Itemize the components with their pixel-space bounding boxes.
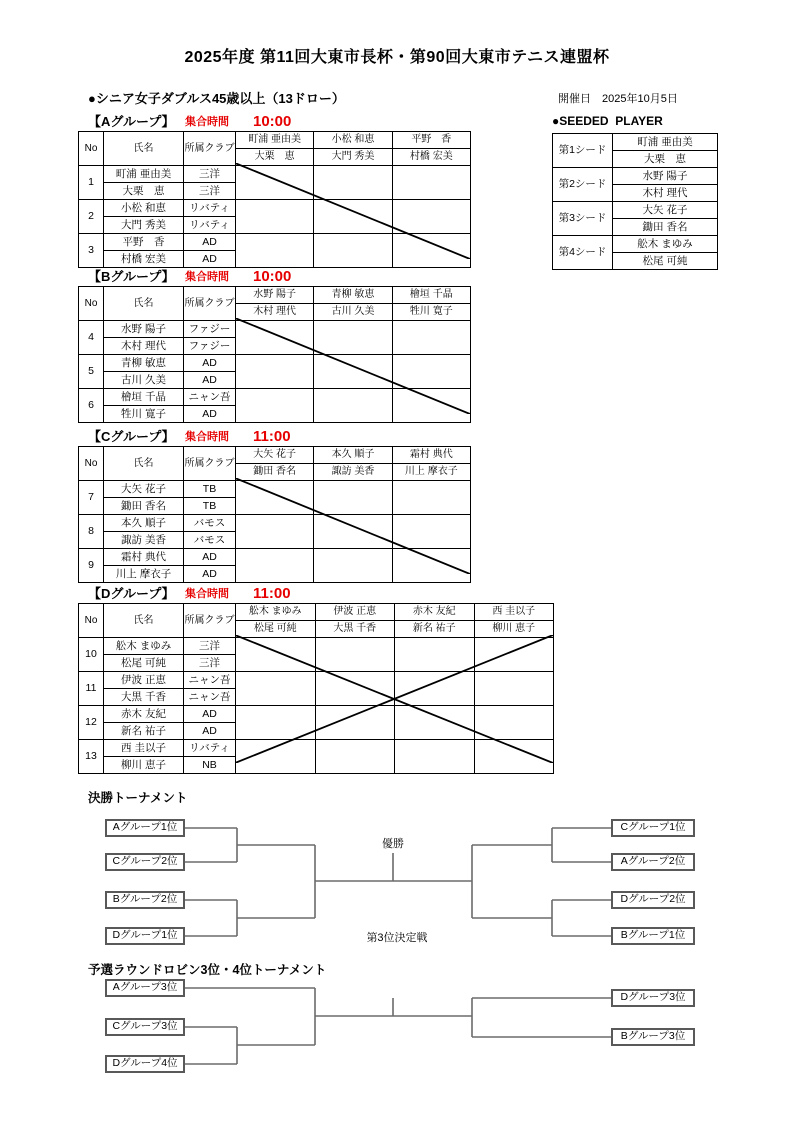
event-category: ●シニア女子ダブルス45歳以上（13ドロー） [88,91,345,106]
club-cell: バモス [184,532,236,549]
col-header-name: 氏名 [104,604,184,638]
seed-player-cell: 木村 理代 [613,185,718,202]
player-name-cell: 新名 祐子 [104,723,184,740]
player-name-cell: 大門 秀美 [104,217,184,234]
col-header-club: 所属クラブ [184,604,236,638]
match-result-cell [392,515,470,549]
header-row [79,447,471,464]
pair-number-cell: 13 [79,740,104,774]
match-result-cell [314,549,392,583]
club-cell: AD [184,566,236,583]
opponent-player2: 新名 祐子 [395,621,475,638]
pair-row [79,389,471,406]
pair-number-cell: 8 [79,515,104,549]
col-header-club: 所属クラブ [184,287,236,321]
seed-row [553,134,718,151]
final-bracket-slot: Dグループ2位 [611,891,695,909]
meet-time-label: 集合時間 [185,271,229,283]
match-result-cell [392,549,470,583]
consolation-bracket-slot: Dグループ3位 [611,989,695,1007]
match-result-cell [236,515,314,549]
group-table [78,446,471,583]
club-cell: AD [184,706,236,723]
col-header-club: 所属クラブ [184,132,236,166]
opponent-player2: 古川 久美 [314,304,392,321]
club-cell: バモス [184,515,236,532]
club-cell: AD [184,355,236,372]
opponent-player2: 大黒 千香 [315,621,395,638]
col-header-no: No [79,132,104,166]
match-result-cell [392,234,470,268]
opponent-player1: 舩木 まゆみ [236,604,316,621]
pair-row [79,481,471,498]
match-result-cell [236,234,314,268]
header-row [79,287,471,304]
club-cell: AD [184,549,236,566]
pair-number-cell: 12 [79,706,104,740]
player-name-cell: 松尾 可純 [104,655,184,672]
seed-row [553,168,718,185]
opponent-player1: 大矢 花子 [236,447,314,464]
meet-time-label: 集合時間 [185,431,229,443]
consolation-bracket-slot: Aグループ3位 [105,979,185,997]
seed-player-cell: 大矢 花子 [613,202,718,219]
consolation-bracket-slot: Cグループ3位 [105,1018,185,1036]
player-name-cell: 平野 香 [104,234,184,251]
page-title: 2025年度 第11回大東市長杯・第90回大東市テニス連盟杯 [184,49,610,66]
seed-player-cell: 松尾 可純 [613,253,718,270]
seed-label-cell: 第1シード [553,134,613,168]
consolation-bracket-slot: Dグループ4位 [105,1055,185,1073]
pair-row [79,234,471,251]
seed-row [553,202,718,219]
consolation-bracket-slot: Bグループ3位 [611,1028,695,1046]
pair-row [79,515,471,532]
pair-number-cell: 1 [79,166,104,200]
club-cell: ファジー [184,321,236,338]
opponent-player2: 川上 摩衣子 [392,464,470,481]
club-cell: リバティ [184,217,236,234]
final-bracket-slot: Bグループ1位 [611,927,695,945]
player-name-cell: 柳川 恵子 [104,757,184,774]
club-cell: 三洋 [184,655,236,672]
match-result-cell [395,672,475,706]
club-cell: AD [184,372,236,389]
match-result-cell [474,740,554,774]
pair-number-cell: 10 [79,638,104,672]
match-result-cell [315,672,395,706]
seed-player-cell: 舩木 まゆみ [613,236,718,253]
champion-label: 優勝 [382,838,404,850]
final-bracket-title: 決勝トーナメント [88,791,188,805]
final-bracket-slot: Cグループ2位 [105,853,185,871]
club-cell: 三洋 [184,183,236,200]
match-result-cell [392,481,470,515]
seed-label-cell: 第4シード [553,236,613,270]
club-cell: ニャン吾 [184,689,236,706]
player-name-cell: 水野 陽子 [104,321,184,338]
match-result-cell [395,638,475,672]
seeded-player-table [552,133,718,270]
opponent-player1: 青柳 敏恵 [314,287,392,304]
col-header-name: 氏名 [104,447,184,481]
player-name-cell: 伊波 正恵 [104,672,184,689]
player-name-cell: 鋤田 香名 [104,498,184,515]
match-result-cell [315,740,395,774]
pair-number-cell: 6 [79,389,104,423]
match-result-cell [314,515,392,549]
player-name-cell: 赤木 友紀 [104,706,184,723]
match-result-cell [236,166,314,200]
player-name-cell: 村橋 宏美 [104,251,184,268]
match-result-cell [395,706,475,740]
final-bracket-slot: Aグループ1位 [105,819,185,837]
pair-number-cell: 7 [79,481,104,515]
meet-time-value: 10:00 [253,113,292,130]
club-cell: 三洋 [184,638,236,655]
seed-player-cell: 鋤田 香名 [613,219,718,236]
match-result-cell [236,389,314,423]
pair-row [79,166,471,183]
opponent-player2: 大門 秀美 [314,149,392,166]
club-cell: AD [184,234,236,251]
col-header-no: No [79,604,104,638]
match-result-cell [236,481,314,515]
group-table [78,603,554,774]
opponent-player2: 牲川 寛子 [392,304,470,321]
club-cell: 三洋 [184,166,236,183]
player-name-cell: 川上 摩衣子 [104,566,184,583]
pair-number-cell: 11 [79,672,104,706]
header-row [79,604,554,621]
third-place-label: 第3位決定戦 [366,932,428,944]
opponent-player2: 柳川 恵子 [474,621,554,638]
seed-label-cell: 第2シード [553,168,613,202]
match-result-cell [395,740,475,774]
match-result-cell [236,200,314,234]
player-name-cell: 舩木 まゆみ [104,638,184,655]
header-row [79,132,471,149]
club-cell: TB [184,498,236,515]
group-table [78,286,471,423]
col-header-no: No [79,447,104,481]
pair-row [79,740,554,757]
opponent-player1: 檜垣 千晶 [392,287,470,304]
club-cell: ファジー [184,338,236,355]
match-result-cell [315,706,395,740]
player-name-cell: 青柳 敏恵 [104,355,184,372]
opponent-player2: 松尾 可純 [236,621,316,638]
group-table [78,131,471,268]
club-cell: リバティ [184,200,236,217]
col-header-no: No [79,287,104,321]
club-cell: NB [184,757,236,774]
pair-row [79,638,554,655]
match-result-cell [236,672,316,706]
event-date: 開催日 2025年10月5日 [558,93,678,105]
club-cell: TB [184,481,236,498]
opponent-player2: 鋤田 香名 [236,464,314,481]
player-name-cell: 大矢 花子 [104,481,184,498]
opponent-player1: 町浦 亜由美 [236,132,314,149]
pair-row [79,200,471,217]
player-name-cell: 小松 和恵 [104,200,184,217]
match-result-cell [236,740,316,774]
opponent-player1: 水野 陽子 [236,287,314,304]
match-result-cell [315,638,395,672]
match-result-cell [392,200,470,234]
pair-number-cell: 5 [79,355,104,389]
club-cell: リバティ [184,740,236,757]
opponent-player1: 小松 和恵 [314,132,392,149]
meet-time-value: 11:00 [253,585,291,602]
pair-row [79,355,471,372]
col-header-club: 所属クラブ [184,447,236,481]
meet-time-value: 10:00 [253,268,292,285]
match-result-cell [314,321,392,355]
pair-number-cell: 2 [79,200,104,234]
meet-time-label: 集合時間 [185,116,229,128]
seed-row [553,236,718,253]
seeded-player-title: ●SEEDED PLAYER [552,114,663,128]
match-result-cell [236,549,314,583]
group-label: 【Bグループ】 [88,269,175,284]
pair-number-cell: 9 [79,549,104,583]
player-name-cell: 町浦 亜由美 [104,166,184,183]
meet-time-value: 11:00 [253,428,291,445]
club-cell: AD [184,723,236,740]
opponent-player1: 西 圭以子 [474,604,554,621]
club-cell: ニャン吾 [184,672,236,689]
final-bracket-slot: Aグループ2位 [611,853,695,871]
player-name-cell: 檜垣 千晶 [104,389,184,406]
match-result-cell [314,200,392,234]
pair-row [79,549,471,566]
final-bracket-slot: Dグループ1位 [105,927,185,945]
final-bracket-slot: Bグループ2位 [105,891,185,909]
match-result-cell [236,321,314,355]
consolation-bracket-title: 予選ラウンドロビン3位・4位トーナメント [88,963,327,977]
pair-number-cell: 3 [79,234,104,268]
final-bracket-slot: Cグループ1位 [611,819,695,837]
seed-label-cell: 第3シード [553,202,613,236]
player-name-cell: 霜村 典代 [104,549,184,566]
opponent-player2: 諏訪 美香 [314,464,392,481]
club-cell: AD [184,251,236,268]
match-result-cell [236,638,316,672]
match-result-cell [392,389,470,423]
club-cell: AD [184,406,236,423]
group-label: 【Aグループ】 [88,114,175,129]
opponent-player1: 本久 順子 [314,447,392,464]
group-label: 【Cグループ】 [88,429,175,444]
match-result-cell [314,355,392,389]
col-header-name: 氏名 [104,287,184,321]
opponent-player2: 村橋 宏美 [392,149,470,166]
meet-time-label: 集合時間 [185,588,229,600]
opponent-player1: 赤木 友紀 [395,604,475,621]
opponent-player2: 大栗 恵 [236,149,314,166]
group-label: 【Dグループ】 [88,586,175,601]
opponent-player2: 木村 理代 [236,304,314,321]
pair-row [79,706,554,723]
match-result-cell [474,638,554,672]
match-result-cell [314,481,392,515]
seed-player-cell: 大栗 恵 [613,151,718,168]
match-result-cell [236,355,314,389]
club-cell: ニャン吾 [184,389,236,406]
pair-row [79,321,471,338]
seed-player-cell: 町浦 亜由美 [613,134,718,151]
pair-number-cell: 4 [79,321,104,355]
player-name-cell: 本久 順子 [104,515,184,532]
pair-row [79,672,554,689]
player-name-cell: 諏訪 美香 [104,532,184,549]
match-result-cell [392,321,470,355]
seed-player-cell: 水野 陽子 [613,168,718,185]
opponent-player1: 平野 香 [392,132,470,149]
match-result-cell [236,706,316,740]
player-name-cell: 木村 理代 [104,338,184,355]
match-result-cell [392,166,470,200]
opponent-player1: 伊波 正恵 [315,604,395,621]
player-name-cell: 牲川 寛子 [104,406,184,423]
player-name-cell: 大黒 千香 [104,689,184,706]
opponent-player1: 霜村 典代 [392,447,470,464]
match-result-cell [392,355,470,389]
player-name-cell: 古川 久美 [104,372,184,389]
match-result-cell [314,234,392,268]
match-result-cell [314,389,392,423]
match-result-cell [474,706,554,740]
col-header-name: 氏名 [104,132,184,166]
match-result-cell [314,166,392,200]
match-result-cell [474,672,554,706]
player-name-cell: 大栗 恵 [104,183,184,200]
player-name-cell: 西 圭以子 [104,740,184,757]
